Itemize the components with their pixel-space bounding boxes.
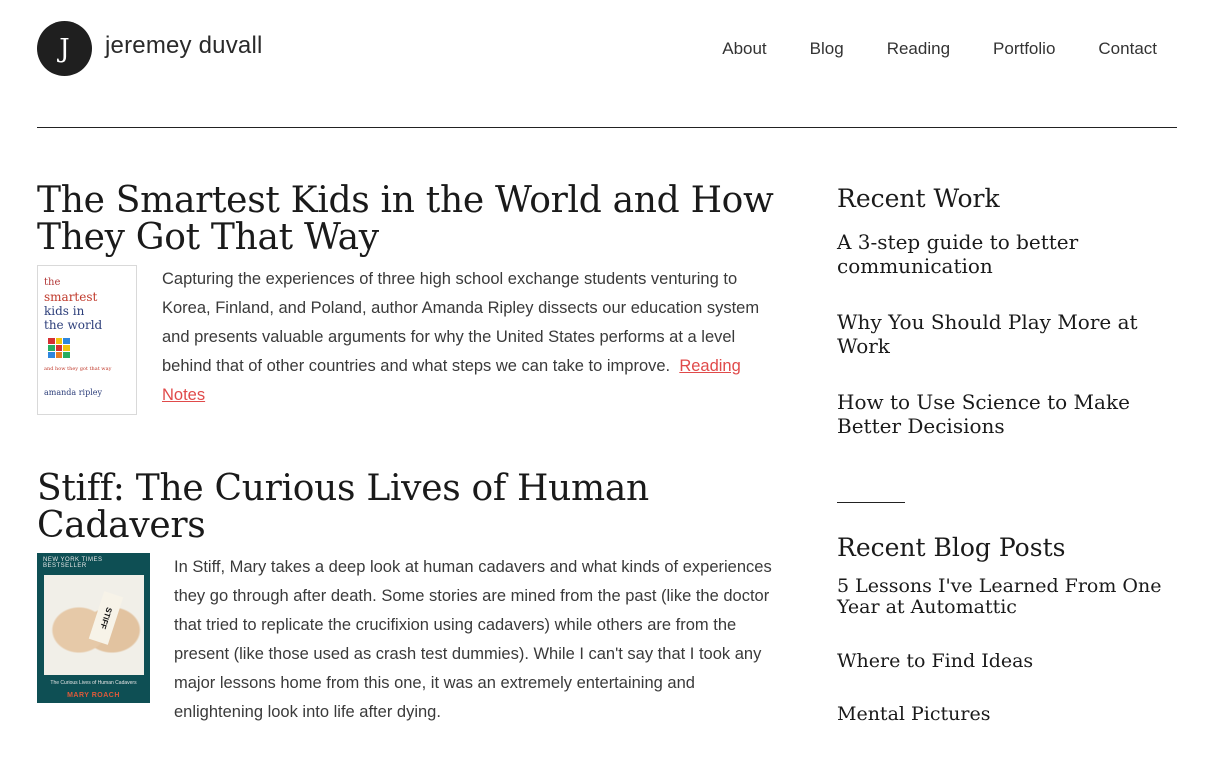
cover-text: the <box>44 277 61 288</box>
recent-posts-heading: Recent Blog Posts <box>837 533 1066 562</box>
cover-banner: NEW YORK TIMES BESTSELLER <box>43 557 103 569</box>
recent-work-list <box>837 230 1182 438</box>
site-name-link[interactable]: jeremey duvall <box>105 32 263 59</box>
list-item <box>837 310 1182 358</box>
recent-work-link[interactable]: A 3-step guide to better communication <box>837 230 1079 278</box>
post-title[interactable]: The Smartest Kids in the World and How They Got That Way <box>37 180 774 258</box>
post-title[interactable]: Stiff: The Curious Lives of Human Cadavers <box>37 468 649 546</box>
book-post <box>37 470 787 727</box>
cover-author: amanda ripley <box>44 388 103 397</box>
list-item <box>837 576 1182 618</box>
list-item <box>837 649 1182 673</box>
recent-post-link[interactable]: Mental Pictures <box>837 703 991 725</box>
recent-post-link[interactable]: 5 Lessons I've Learned From One Year at Automattic <box>837 575 1162 618</box>
list-item <box>837 390 1182 438</box>
recent-post-link[interactable]: Where to Find Ideas <box>837 650 1034 672</box>
cover-subtitle: The Curious Lives of Human Cadavers <box>50 680 137 687</box>
header-divider <box>37 127 1177 128</box>
book-cover-image[interactable] <box>37 265 137 415</box>
recent-work-link[interactable]: How to Use Science to Make Better Decisions <box>837 390 1130 438</box>
book-post <box>37 182 787 415</box>
rubiks-cube-icon <box>48 338 70 358</box>
cover-subtitle: and how they got that way <box>44 366 112 372</box>
cover-text: the world <box>44 318 103 332</box>
post-excerpt: In Stiff, Mary takes a deep look at human cadavers and what kinds of experiences they go through after death. Some stories are mined from the past (like the doctor that tried to replicate the crucifixion using cadavers) while others are from the present (like those used as crash test dummies). While I can't say that I took any major lessons home from this one, it was an extremely entertaining and enlightening look into life after dying. <box>174 558 772 721</box>
feet-illustration <box>44 575 144 675</box>
reading-notes-link[interactable]: Reading Notes <box>162 357 741 404</box>
cover-text: smartest <box>44 290 98 304</box>
cover-tag-text: STIFF <box>97 605 114 630</box>
list-item <box>837 702 1182 726</box>
cover-author: MARY ROACH <box>67 691 120 699</box>
recent-posts-list <box>837 576 1182 726</box>
nav-portfolio[interactable]: Portfolio <box>993 39 1056 58</box>
toe-tag-icon <box>88 591 122 645</box>
main-content <box>37 182 787 727</box>
cover-text: kids in <box>44 304 85 318</box>
list-item <box>837 230 1182 278</box>
recent-work-link[interactable]: Why You Should Play More at Work <box>837 310 1138 358</box>
post-body <box>37 265 787 415</box>
post-body <box>37 553 787 727</box>
logo-icon[interactable] <box>37 21 92 76</box>
sidebar <box>837 184 1182 726</box>
post-excerpt <box>162 265 787 410</box>
post-excerpt-text: Capturing the experiences of three high school exchange students venturing to Korea, Finland, and Poland, author Amanda Ripley dissects our education system and presents valuable arguments for why the United States performs at a level behind that of other countries and what steps we can take to improve. <box>162 270 760 375</box>
nav-contact[interactable]: Contact <box>1098 39 1157 58</box>
site-header <box>37 21 1177 81</box>
logo-letter: J <box>59 33 70 64</box>
recent-work-heading: Recent Work <box>837 184 1000 213</box>
main-nav <box>679 39 1157 59</box>
nav-reading[interactable]: Reading <box>886 39 951 58</box>
sidebar-divider <box>837 502 905 503</box>
nav-about[interactable]: About <box>722 39 767 58</box>
nav-blog[interactable]: Blog <box>809 39 844 58</box>
book-cover-image[interactable] <box>37 553 150 703</box>
